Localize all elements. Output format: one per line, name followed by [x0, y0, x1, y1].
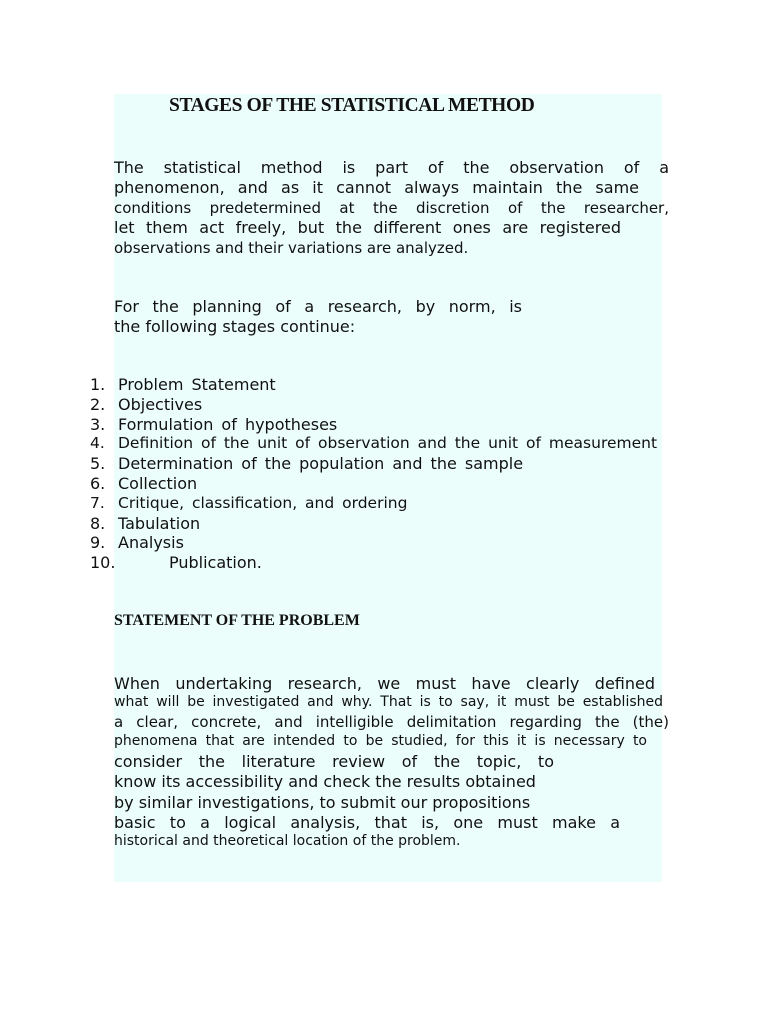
list-item: 1. Problem Statement: [90, 375, 276, 394]
planning-line: the following stages continue:: [114, 317, 356, 336]
page-title: STAGES OF THE STATISTICAL METHOD: [169, 95, 535, 116]
list-item: 4. Definition of the unit of observation and the unit of measurement: [90, 434, 658, 453]
problem-line: a clear, concrete, and intelligible delimitation regarding the (the): [114, 713, 669, 731]
problem-line: phenomena that are intended to be studied, for this it is necessary to: [114, 733, 647, 749]
planning-line: For the planning of a research, by norm, is: [114, 297, 522, 316]
problem-line: basic to a logical analysis, that is, one must make a: [114, 813, 620, 832]
list-item: 9. Analysis: [90, 533, 184, 553]
intro-line: let them act freely, but the different ones are registered: [114, 218, 621, 237]
list-item: 3. Formulation of hypotheses: [90, 414, 338, 434]
problem-line: by similar investigations, to submit our propositions: [114, 793, 531, 812]
list-item: 5. Determination of the population and the sample: [90, 454, 524, 474]
problem-line: what will be investigated and why. That is to say, it must be established: [114, 694, 663, 710]
intro-line: The statistical method is part of the observation of a: [114, 158, 669, 177]
problem-line: historical and theoretical location of the problem.: [114, 833, 461, 849]
list-item: 7. Critique, classification, and ordering: [90, 493, 408, 512]
intro-line: conditions predetermined at the discretion of the researcher,: [114, 199, 669, 217]
problem-line: When undertaking research, we must have clearly defined: [114, 674, 655, 693]
intro-line: phenomenon, and as it cannot always maintain the same: [114, 178, 639, 197]
list-item: 2. Objectives: [90, 394, 203, 414]
problem-line: consider the literature review of the topic, to: [114, 752, 554, 771]
intro-line: observations and their variations are analyzed.: [114, 239, 469, 257]
problem-line: know its accessibility and check the results obtained: [114, 772, 536, 791]
stages-list: [90, 375, 657, 573]
section-heading: STATEMENT OF THE PROBLEM: [114, 612, 360, 629]
list-item: 10. Publication.: [90, 553, 262, 573]
list-item: 6. Collection: [90, 473, 198, 493]
list-item: 8. Tabulation: [90, 513, 201, 533]
